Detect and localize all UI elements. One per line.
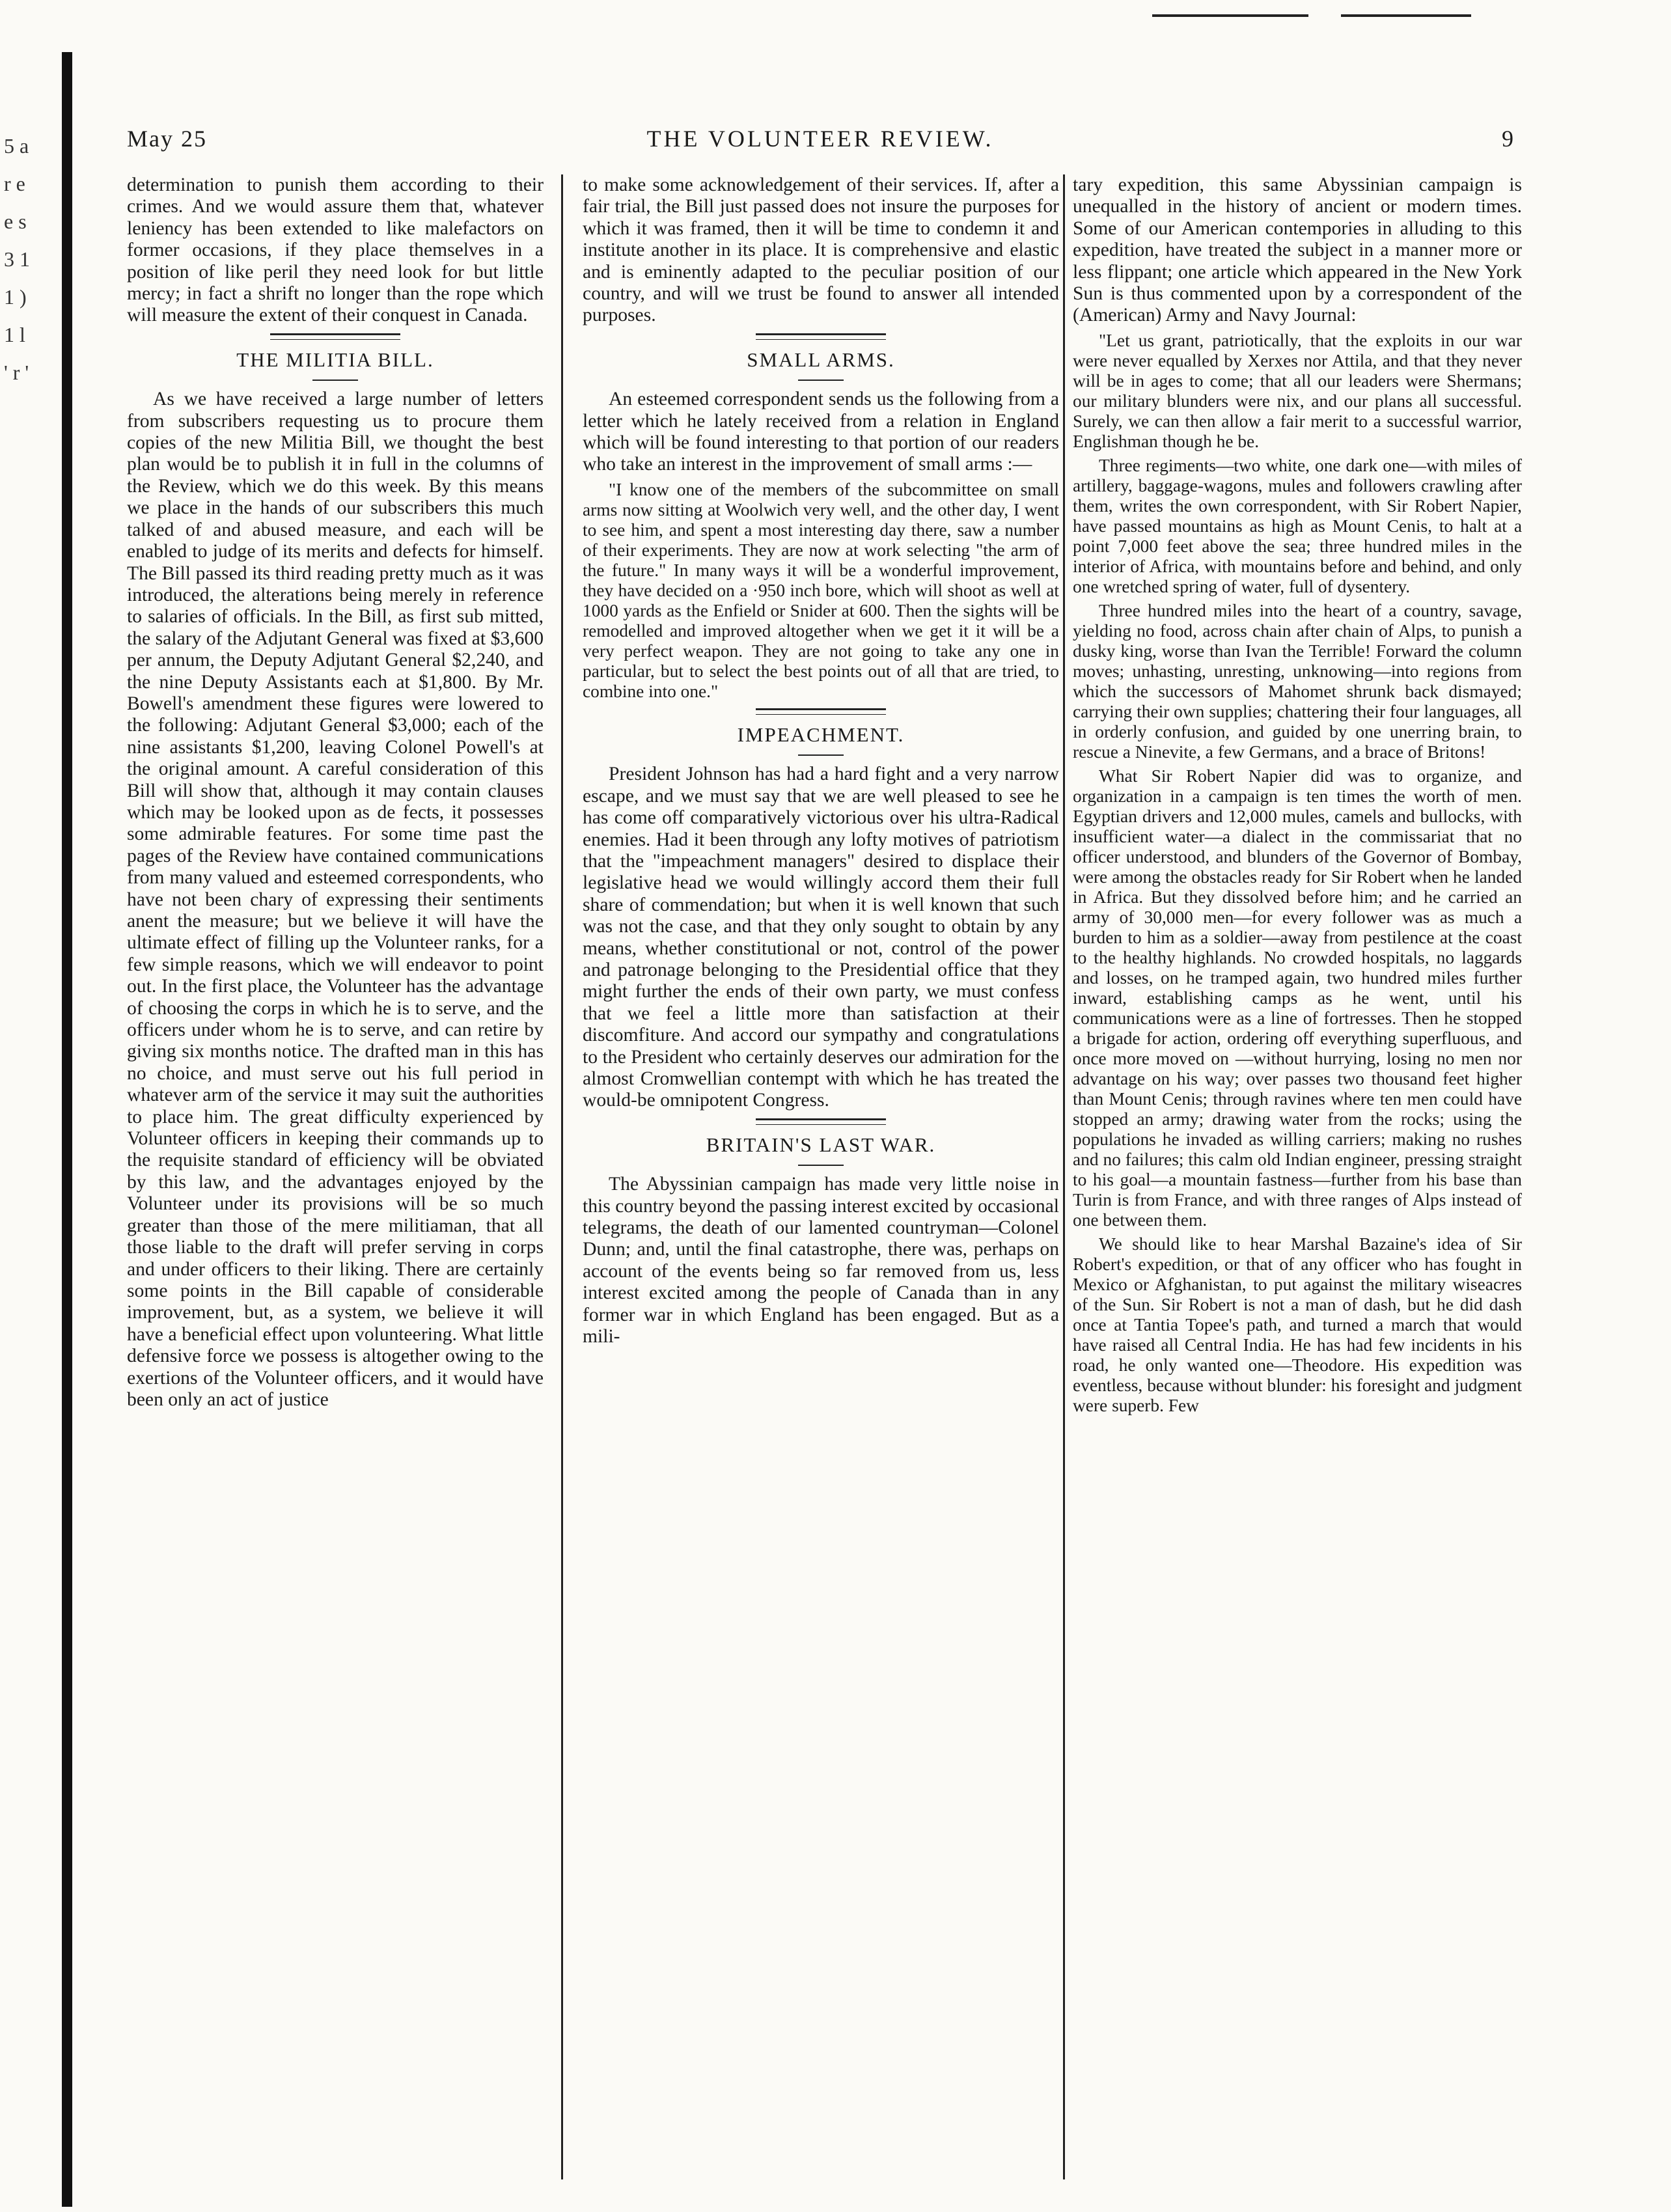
article-heading-small-arms: SMALL ARMS. (747, 348, 895, 371)
page-header (127, 125, 1513, 158)
column-1 (127, 174, 544, 2179)
paragraph: The Abyssinian campaign has made very little noise in this country beyond the passing interest excited by occasional telegrams, the death of our lamented countryman—Colonel Dunn; and, until the final catastrophe, there was, perhaps on account of the events being so far removed from us, less interest excited among the people of Canada than in any former war in which England has been engaged. But as a mili- (583, 1174, 1059, 1348)
quoted-paragraph: Three regiments—two white, one dark one—with miles of artillery, baggage-wagons, mules and followers crawling after them, writes the own correspondent, with Sir Robert Napier, have passed mountains as high as Mount Cenis, to halt at a point 7,000 feet above the sea; three hundred miles in the interior of Africa, with mountains before and behind, and only one wretched spring of water, full of dysentery. (1073, 455, 1522, 596)
header-date: May 25 (127, 126, 207, 152)
column-2 (583, 174, 1059, 2179)
column-rule-2 (1063, 174, 1065, 2179)
separator (756, 1118, 886, 1125)
paragraph: tary expedition, this same Abyssinian campaign is unequalled in the history of ancient or modern times. Some of our American contempories in alluding to this expedition, have treated the subject in a manner more or less flippant; one article which appeared in the New York Sun is thus commented upon by a correspondent of the (American) Army and Navy Journal: (1073, 174, 1522, 326)
quoted-paragraph: We should like to hear Marshal Bazaine's idea of Sir Robert's expedition, or that of any officer who has fought in Mexico or Afghanistan, to put against the military wiseacres of the Sun. Sir Robert is not a man of dash, but he did dash once at Tantia Topee's path, and turned a march that would have raised all Central India. He has had few incidents in his road, he only wanted one—Theodore. His expedition was eventless, because without blunder: his foresight and judgment were superb. Few (1073, 1234, 1522, 1415)
top-rule-left (1152, 14, 1308, 17)
separator-short (798, 380, 844, 381)
paragraph: An esteemed correspondent sends us the following from a letter which he lately received from a relation in England which will be found interesting to that portion of our readers who take an interest in the improvement of small arms :— (583, 389, 1059, 475)
quoted-letter: "I know one of the members of the subcommittee on small arms now sitting at Woolwich very well, and the other day, I went to see him, and spent a most interesting day there, saw a number of their experiments. They are now at work selecting "the arm of the future." In many ways it will be a wonderful improvement, they have decided on a ·950 inch bore, which will shoot as well at 1000 yards as the Enfield or Snider at 600. Then the sights will be remodelled and improved altogether when we get it it will be a very perfect weapon. They are not going to take any one in particular, but to select the best points out of all that are tried, to combine into one." (583, 479, 1059, 701)
separator-short (798, 754, 844, 756)
article-heading-militia-bill: THE MILITIA BILL. (236, 348, 434, 371)
paragraph: to make some acknowledgement of their services. If, after a fair trial, the Bill just passed does not insure the purposes for which it was framed, then it will be time to condemn it and institute another in its place. It is comprehensive and elastic and is eminently adapted to the peculiar position of our country, and will we trust be found to answer all intended purposes. (583, 174, 1059, 326)
separator (756, 708, 886, 715)
paragraph: President Johnson has had a hard fight and a very narrow escape, and we must say that we are well pleased to see he has come off comparatively victorious over his ultra-Radical enemies. Had it been through any lofty motives of patriotism that the "impeachment managers" desired to displace their legislative head we would willingly accord them their full share of commendation; but when it is well known that such was not the case, and that they only sought to obtain by any means, whether constitutional or not, control of the power and patronage belonging to the Presidential office that they might further the ends of their own party, we must confess that we feel a little more than satisfaction at their discomfiture. And accord our sympathy and congratulations to the President who certainly deserves our admiration for the almost Cromwellian contempt with which he has treated the would-be omnipotent Congress. (583, 764, 1059, 1111)
article-heading-britains-last-war: BRITAIN'S LAST WAR. (706, 1133, 936, 1156)
binding-edge (62, 52, 72, 2207)
column-3 (1073, 174, 1522, 2179)
top-rule-right (1341, 14, 1471, 17)
quoted-paragraph: What Sir Robert Napier did was to organize, and organization in a campaign is ten times the worth of men. Egyptian drivers and 12,000 mules, camels and bullocks, with insufficient water—a dialect in the commissariat that no officer understood, and blunders of the Governor of Bombay, were among the obstacles ready for Sir Robert when he landed in Africa. But they dissolved before him; and he carried an army of 30,000 men—for every follower was as much a burden to him as a soldier—away from pestilence at the coast to the healthy highlands. No crowded hospitals, no laggards and losses, on he tramped again, two hundred miles further inward, establishing camps as he went, until his communications were as a line of fortresses. Then he stopped a brigade for action, ordering off everything superfluous, and once more moved on —without hurrying, losing no men nor advantage on his way; over passes two thousand feet higher than Mount Cenis; through ravines where ten men could have stopped an army; drawing water from the rocks; using the populations he invaded as willing carriers; making no rushes and no failures; this calm old Indian engineer, pressing straight to his goal—a mountain fastness—further from his base than Turin is from France, and with three ranges of Alps instead of one between them. (1073, 766, 1522, 1230)
separator (270, 333, 400, 340)
quoted-paragraph: "Let us grant, patriotically, that the exploits in our war were never equalled by Xerxes nor Attila, and that they never will be in ages to come; that all our leaders were Shermans; our military blunders were nix, and our plans all successful. Surely, we can then allow a fair merit to a successful warrior, Englishman though he be. (1073, 330, 1522, 451)
quoted-paragraph: Three hundred miles into the heart of a country, savage, yielding no food, across chain after chain of Alps, to punish a dusky king, worse than Ivan the Terrible! Forward the column moves; unhasting, unresting, unknowing—into regions from which the successors of Mahomet shrunk back dismayed; carrying their own supplies; chattering their four languages, all in orderly confusion, and guided by one unerring brain, to rescue a Ninevite, a few Germans, and a brace of Britons! (1073, 600, 1522, 762)
paragraph: As we have received a large number of letters from subscribers requesting us to procure them copies of the new Militia Bill, we thought the best plan would be to publish it in full in the columns of the Review, which we do this week. By this means we place in the hands of our subscribers this much talked of and abused measure, and each will be enabled to judge of its merits and defects for himself. The Bill passed its third reading pretty much as it was introduced, the alterations being merely in reference to salaries of officials. In the Bill, as first sub mitted, the salary of the Adjutant General was fixed at $3,600 per annum, the Deputy Adjutant General $2,240, and the nine Deputy Assistants each at $1,800. By Mr. Bowell's amendment these figures were lowered to the following: Adjutant General $3,000; each of the nine assistants $1,200, leaving Colonel Powell's at the original amount. A careful consideration of this Bill will show that, although it may contain clauses which may be looked upon as de fects, it possesses some admirable features. For some time past the pages of the Review have contained communications from many valued and esteemed correspondents, who have not been chary of expressing their sentiments anent the measure; but we believe it will have the ultimate effect of filling up the Volunteer ranks, for a few simple reasons, which we will endeavor to point out. In the first place, the Volunteer has the advantage of choosing the corps in which he is to serve, and the officers under whom he is to serve, and can retire by giving six months notice. The drafted man in this has no choice, and must serve out his full period in whatever arm of the service it may suit the authorities to place him. The great difficulty experienced by Volunteer officers in keeping their commands up to the requisite standard of efficiency will be obviated by this law, and the advantages enjoyed by the Volunteer under its provisions will be so much greater than those of the mere militiaman, that all those liable to the draft will prefer serving in corps and under officers to their liking. There are certainly some points in the Bill capable of considerable improvement, but, as a system, we believe it will have a beneficial effect upon volunteering. What little defensive force we possess is altogether owing to the exertions of the Volunteer officers, and it would have been only an act of justice (127, 389, 544, 1410)
separator-short (312, 380, 358, 381)
paragraph: determination to punish them according to their crimes. And we would assure them that, whatever leniency has been extended to like malefactors on former occasions, if they place themselves in a position of like peril they need look for but little mercy; in fact a shrift no longer than the rope which will measure the extent of their conquest in Canada. (127, 174, 544, 326)
page-number: 9 (1502, 126, 1513, 152)
margin-marks: 5 a r e e s 3 1 1 ) 1 l ' r ' (4, 134, 30, 384)
column-rule-1 (561, 174, 563, 2179)
article-heading-impeachment: IMPEACHMENT. (737, 723, 905, 746)
separator (756, 333, 886, 340)
separator-short (798, 1165, 844, 1166)
newspaper-title: THE VOLUNTEER REVIEW. (646, 126, 994, 152)
